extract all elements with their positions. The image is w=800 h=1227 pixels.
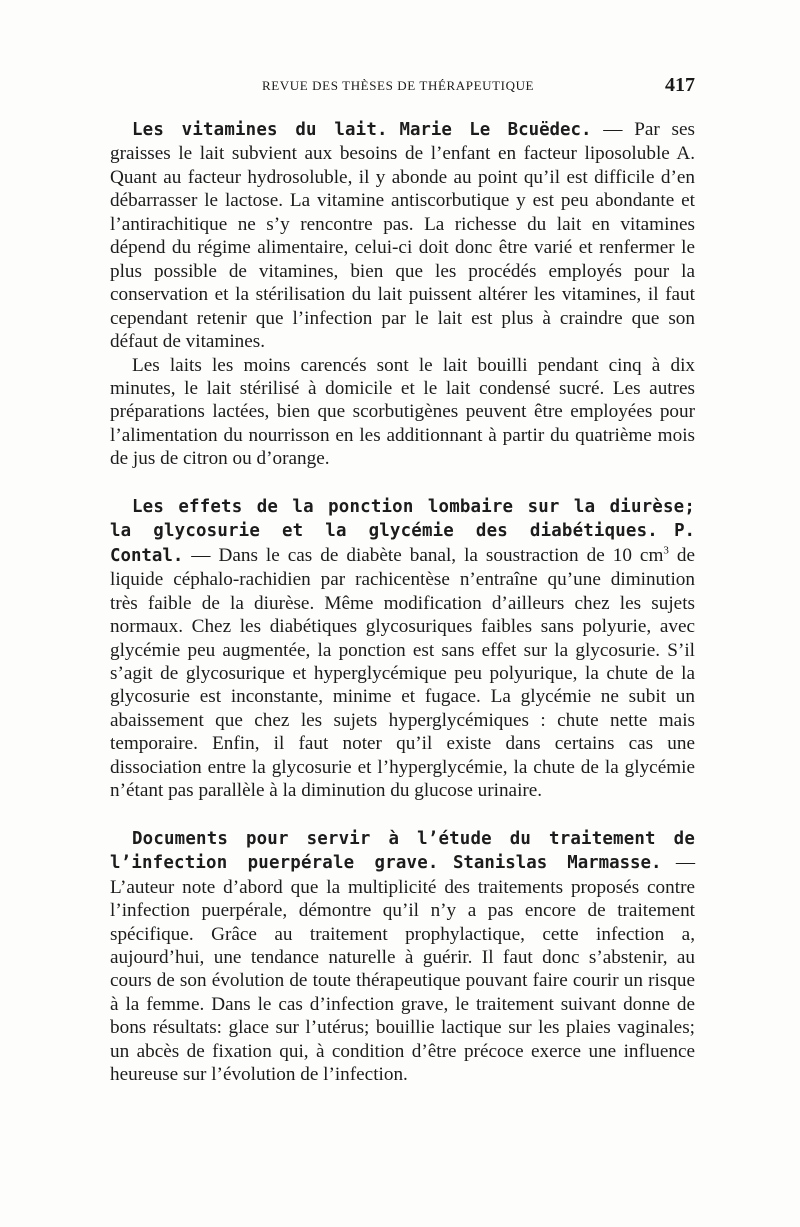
- article-text: — Dans le cas de diabète banal, la soustraction de 10 cm: [183, 544, 664, 566]
- article-author: P. Contal.: [110, 521, 696, 566]
- article-paragraph: [110, 354, 695, 471]
- superscript-exponent: 3: [663, 544, 669, 557]
- article-vitamines-lait: [110, 118, 695, 471]
- article-body: [110, 118, 695, 1087]
- article-paragraph: [110, 118, 695, 354]
- article-author: Marie Le Bcuëdec.: [399, 120, 592, 140]
- article-text: — L’auteur note d’abord que la multiplicité des traitements proposés contre l’infection puerpérale, démontre qu’il n’y a pas encore de traitement spécifique. Grâce au traitement prophylactique, cette infection a, aujourd’hui, une tendance naturelle à guérir. Il faut donc s’abstenir, au cours de son évolution de toute thérapeutique pouvant faire courir un risque à la femme. Dans le cas d’infection grave, le traitement suivant donne de bons résultats: glace sur l’utérus; bouillie lactique sur les plaies vaginales; un abcès de fixation qui, à condition d’être précoce exerce une influence heureuse sur l’évolution de l’infection.: [110, 852, 696, 1086]
- article-paragraph: [110, 495, 695, 803]
- page-number: 417: [665, 74, 695, 96]
- article-infection-puerperale: [110, 827, 695, 1087]
- article-text: de liquide céphalo-rachidien par rachicentèse n’entraîne qu’une diminution très faible de la diurèse. Même modification d’ailleurs chez les sujets normaux. Chez les diabétiques glycosuriques faibles sans polyurie, avec glycémie peu augmentée, la ponction est sans effet sur la glycosurie. S’il s’agit de glycosurique et hyperglycémique peu polyurique, la chute de la glycosurie est inconstante, minime et fugace. La glycémie ne subit un abaissement que chez les sujets hyperglycémiques : chute nette mais temporaire. Enfin, il faut noter qu’il existe dans certains cas une dissociation entre la glycosurie et l’hyperglycémie, la chute de la glycémie n’étant pas parallèle à la diminution du glucose urinaire.: [110, 544, 695, 802]
- article-title: Documents pour servir à l’étude du traitement de l’infection puerpérale grave.: [110, 828, 695, 874]
- page-header: [110, 76, 695, 98]
- article-author: Stanislas Marmasse.: [452, 853, 662, 874]
- article-text: — Par ses graisses le lait subvient aux besoins de l’enfant en facteur liposoluble A. Quant au facteur hydrosoluble, il y abonde au point qu’il est difficile d’en débarrasser le lactose. La vitamine antiscorbutique y est peu abondante et l’antirachitique ne s’y rencontre pas. La richesse du lait en vitamines dépend du régime alimentaire, celui-ci doit donc être varié et renfermer le plus possible de vitamines, bien que les procédés employés pour la conservation et la stérilisation du lait puissent altérer les vitamines, il faut cependant retenir que l’infection par le lait est plus à craindre que son défaut de vitamines.: [110, 119, 696, 353]
- article-title: Les effets de la ponction lombaire sur la diurèse; la glycosurie et la glycémie des diabétiques.: [110, 496, 695, 542]
- article-title: Les vitamines du lait.: [132, 120, 388, 140]
- article-text: Les laits les moins carencés sont le lait bouilli pendant cinq à dix minutes, le lait stérilisé à domicile et le lait condensé sucré. Les autres préparations lactées, bien que scorbutigènes peuvent être employées pour l’alimentation du nourrisson en les additionnant à partir du quatrième mois de jus de citron ou d’orange.: [110, 354, 695, 470]
- article-paragraph: [110, 827, 695, 1087]
- running-title: REVUE DES THÈSES DE THÉRAPEUTIQUE: [262, 78, 535, 93]
- article-ponction-lombaire: [110, 495, 695, 803]
